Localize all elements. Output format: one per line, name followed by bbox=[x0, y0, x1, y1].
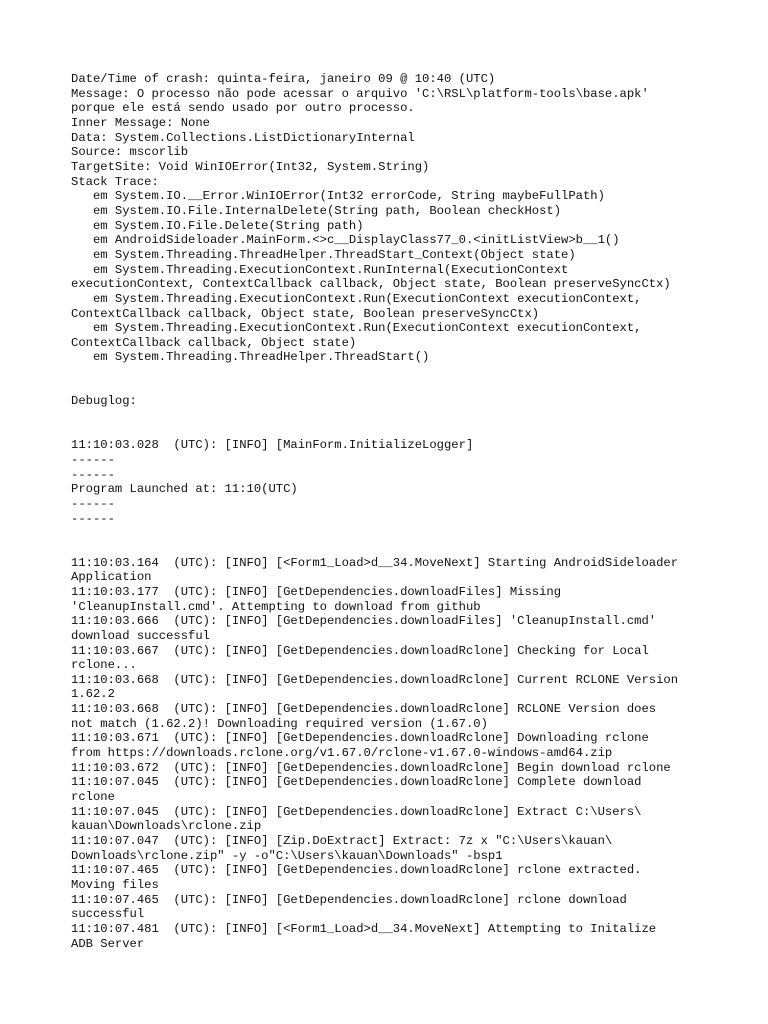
log-line: not match (1.62.2)! Downloading required version (1.67.0) bbox=[71, 716, 488, 731]
blank-line bbox=[71, 365, 751, 380]
blank-line bbox=[71, 409, 751, 424]
log-line: em System.Threading.ExecutionContext.Run(ExecutionContext executionContext, bbox=[71, 321, 642, 336]
log-line: em System.IO.File.InternalDelete(String path, Boolean checkHost) bbox=[71, 203, 562, 218]
log-line: Moving files bbox=[71, 878, 159, 892]
log-line: Downloads\rclone.zip" -y -o"C:\Users\kauan\Downloads" -bsp1 bbox=[71, 848, 503, 863]
log-line: 11:10:03.667 (UTC): [INFO] [GetDependencies.downloadRclone] Checking for Local bbox=[71, 643, 649, 658]
log-line: 11:10:03.671 (UTC): [INFO] [GetDependencies.downloadRclone] Downloading rclone bbox=[71, 731, 649, 746]
log-line: 11:10:07.045 (UTC): [INFO] [GetDependencies.downloadRclone] Complete download bbox=[71, 775, 642, 790]
log-line: rclone... bbox=[71, 658, 137, 673]
log-line: ------ bbox=[71, 453, 115, 467]
log-line: 11:10:03.668 (UTC): [INFO] [GetDependencies.downloadRclone] Current RCLONE Version bbox=[71, 672, 679, 687]
log-line: em AndroidSideloader.MainForm.<>c__DisplayClass77_0.<initListView>b__1() bbox=[71, 233, 620, 248]
log-line: Inner Message: None bbox=[71, 115, 210, 130]
log-line: em System.IO.__Error.WinIOError(Int32 errorCode, String maybeFullPath) bbox=[71, 189, 605, 204]
log-line: Application bbox=[71, 570, 152, 585]
log-line: ------ bbox=[71, 511, 115, 526]
log-line: 11:10:03.666 (UTC): [INFO] [GetDependencies.downloadFiles] 'CleanupInstall.cmd' bbox=[71, 614, 657, 629]
log-line: Debuglog: bbox=[71, 394, 137, 409]
log-line: 'CleanupInstall.cmd'. Attempting to download from github bbox=[71, 599, 481, 614]
log-line: 1.62.2 bbox=[71, 687, 115, 702]
log-line: 11:10:07.465 (UTC): [INFO] [GetDependencies.downloadRclone] rclone extracted. bbox=[71, 863, 642, 878]
log-line: ------ bbox=[71, 496, 115, 511]
log-line: em System.Threading.ThreadHelper.ThreadStart_Context(Object state) bbox=[71, 247, 576, 262]
log-line: Message: O processo não pode acessar o arquivo 'C:\RSL\platform-tools\base.apk' bbox=[71, 86, 649, 101]
log-line: executionContext, ContextCallback callback, Object state, Boolean preserveSyncCtx) bbox=[71, 277, 671, 292]
log-line: ------ bbox=[71, 467, 115, 482]
log-line: ContextCallback callback, Object state, Boolean preserveSyncCtx) bbox=[71, 306, 540, 321]
log-line: kauan\Downloads\rclone.zip bbox=[71, 819, 262, 834]
log-line: 11:10:07.465 (UTC): [INFO] [GetDependencies.downloadRclone] rclone download bbox=[71, 892, 627, 907]
log-line: successful bbox=[71, 907, 145, 922]
blank-line bbox=[71, 424, 751, 439]
log-line: porque ele está sendo usado por outro processo. bbox=[71, 101, 415, 116]
blank-line bbox=[71, 380, 751, 395]
log-line: Stack Trace: bbox=[71, 174, 159, 189]
log-line: em System.IO.File.Delete(String path) bbox=[71, 218, 364, 233]
log-line: Date/Time of crash: quinta-feira, janeiro 09 @ 10:40 (UTC) bbox=[71, 72, 496, 86]
blank-line bbox=[71, 526, 751, 541]
log-line: 11:10:03.177 (UTC): [INFO] [GetDependencies.downloadFiles] Missing bbox=[71, 584, 562, 599]
log-line: download successful bbox=[71, 628, 210, 643]
log-line: 11:10:07.481 (UTC): [INFO] [<Form1_Load>d__34.MoveNext] Attempting to Initalize bbox=[71, 921, 657, 936]
log-line: em System.Threading.ExecutionContext.RunInternal(ExecutionContext bbox=[71, 262, 569, 277]
log-line: 11:10:03.164 (UTC): [INFO] [<Form1_Load>d__34.MoveNext] Starting AndroidSideloader bbox=[71, 555, 679, 570]
log-line: Source: mscorlib bbox=[71, 145, 189, 160]
log-line: Data: System.Collections.ListDictionaryInternal bbox=[71, 130, 415, 145]
blank-line bbox=[71, 541, 751, 556]
log-line: 11:10:03.028 (UTC): [INFO] [MainForm.InitializeLogger] bbox=[71, 438, 474, 453]
log-line: TargetSite: Void WinIOError(Int32, System.String) bbox=[71, 159, 430, 174]
log-line: 11:10:07.047 (UTC): [INFO] [Zip.DoExtract] Extract: 7z x "C:\Users\kauan\ bbox=[71, 834, 613, 849]
log-line: ContextCallback callback, Object state) bbox=[71, 335, 357, 350]
log-line: em System.Threading.ExecutionContext.Run(ExecutionContext executionContext, bbox=[71, 291, 642, 306]
log-line: em System.Threading.ThreadHelper.ThreadStart() bbox=[71, 350, 430, 365]
log-line: from https://downloads.rclone.org/v1.67.0/rclone-v1.67.0-windows-amd64.zip bbox=[71, 746, 613, 761]
log-line: rclone bbox=[71, 790, 115, 805]
crash-log-document bbox=[71, 72, 751, 951]
log-line: 11:10:07.045 (UTC): [INFO] [GetDependencies.downloadRclone] Extract C:\Users\ bbox=[71, 804, 642, 819]
log-line: Program Launched at: 11:10(UTC) bbox=[71, 482, 298, 497]
log-line: ADB Server bbox=[71, 936, 145, 951]
log-line: 11:10:03.668 (UTC): [INFO] [GetDependencies.downloadRclone] RCLONE Version does bbox=[71, 702, 657, 717]
log-line: 11:10:03.672 (UTC): [INFO] [GetDependencies.downloadRclone] Begin download rclone bbox=[71, 760, 671, 775]
